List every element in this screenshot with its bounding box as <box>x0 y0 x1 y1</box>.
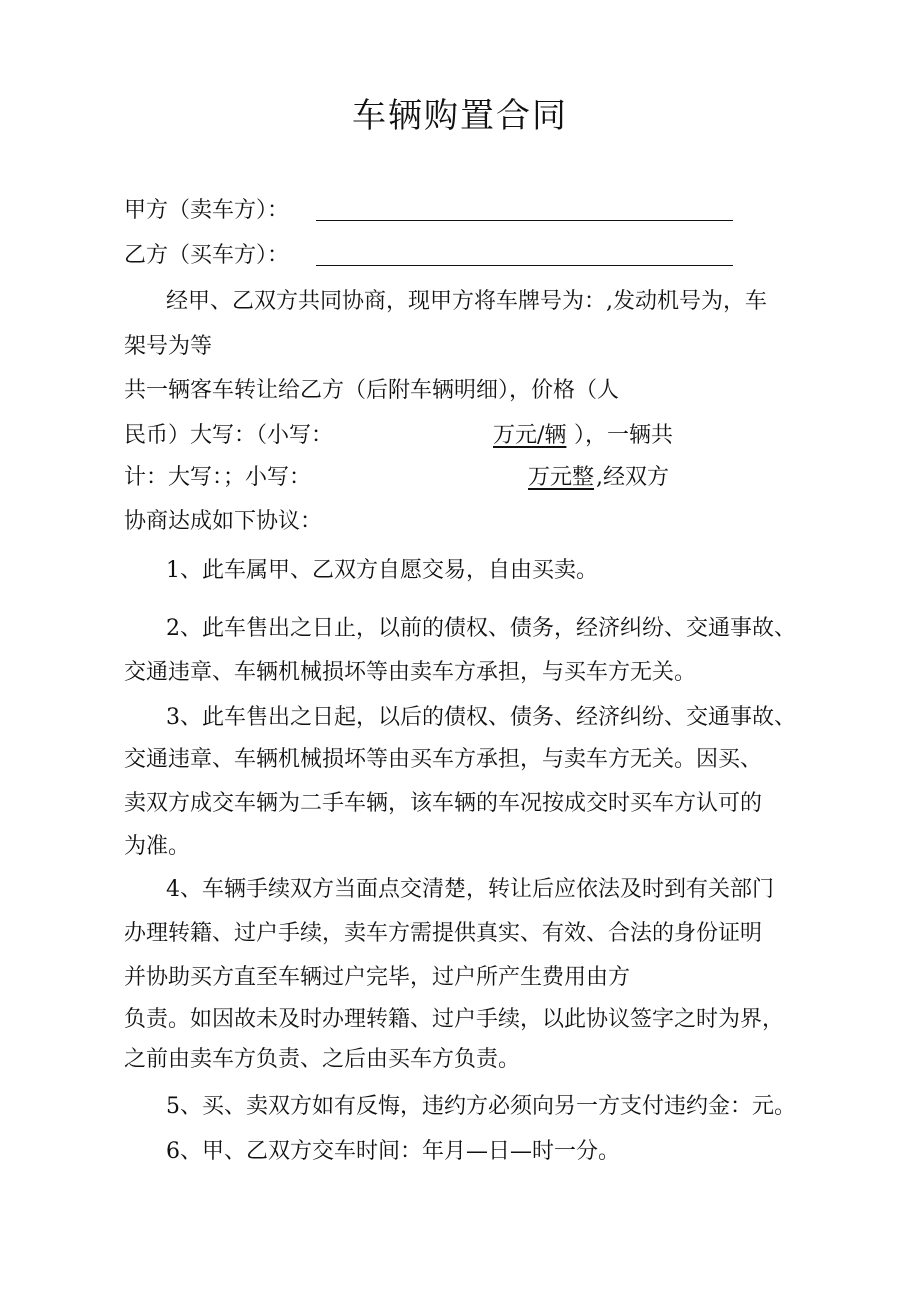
intro-line-4-end: ），一辆共 <box>574 423 674 448</box>
clause-5: 5、买、卖双方如有反悔，违约方必须向另一方支付违约金：元。 <box>166 1094 796 1119</box>
intro-line-2: 架号为等 <box>124 334 213 359</box>
intro-line-3: 共一辆客车转让给乙方（后附车辆明细），价格（人 <box>124 378 620 403</box>
intro-line-4-start: 民币）大写：（小写： <box>124 423 334 448</box>
price-unit-per-vehicle: 万元/辆 <box>493 423 567 448</box>
party-a-blank <box>316 220 733 221</box>
intro-line-5-end: ,经双方 <box>596 465 669 490</box>
clause-3-line-1: 3、此车售出之日起，以后的债权、债务、经济纠纷、交通事故、 <box>166 705 796 730</box>
party-a-label: 甲方（卖车方）： <box>124 198 290 223</box>
intro-line-5-start: 计：大写：；小写： <box>124 465 312 490</box>
clause-2-line-2: 交通违章、车辆机械损坏等由卖车方承担，与买车方无关。 <box>124 660 697 685</box>
clause-6: 6、甲、乙双方交车时间：年月—日—时一分。 <box>166 1139 620 1164</box>
page-title: 车辆购置合同 <box>352 96 568 136</box>
clause-4-line-2: 办理转籍、过户手续，卖车方需提供真实、有效、合法的身份证明 <box>124 921 763 946</box>
clause-2-line-1: 2、此车售出之日止，以前的债权、债务，经济纠纷、交通事故、 <box>166 616 796 641</box>
clause-4-line-4: 负责。如因故未及时办理转籍、过户手续，以此协议签字之时为界， <box>124 1007 785 1032</box>
clause-3-line-3: 卖双方成交车辆为二手车辆，该车辆的车况按成交时买车方认可的 <box>124 791 763 816</box>
party-b-label: 乙方（买车方）： <box>124 243 290 268</box>
clause-1: 1、此车属甲、乙双方自愿交易，自由买卖。 <box>166 558 598 583</box>
clause-3-line-2: 交通违章、车辆机械损坏等由买车方承担，与卖车方无关。因买、 <box>124 747 763 772</box>
intro-line-1: 经甲、乙双方共同协商，现甲方将车牌号为：,发动机号为，车 <box>166 289 767 314</box>
intro-line-6: 协商达成如下协议： <box>124 509 323 534</box>
price-unit-total: 万元整 <box>528 465 595 490</box>
party-b-blank <box>316 265 733 266</box>
clause-4-line-3: 并协助买方直至车辆过户完毕，过户所产生费用由方 <box>124 965 631 990</box>
clause-4-line-5: 之前由卖车方负责、之后由买车方负责。 <box>124 1047 521 1072</box>
clause-3-line-4: 为准。 <box>124 834 191 859</box>
clause-4-line-1: 4、车辆手续双方当面点交清楚，转让后应依法及时到有关部门 <box>166 877 774 902</box>
